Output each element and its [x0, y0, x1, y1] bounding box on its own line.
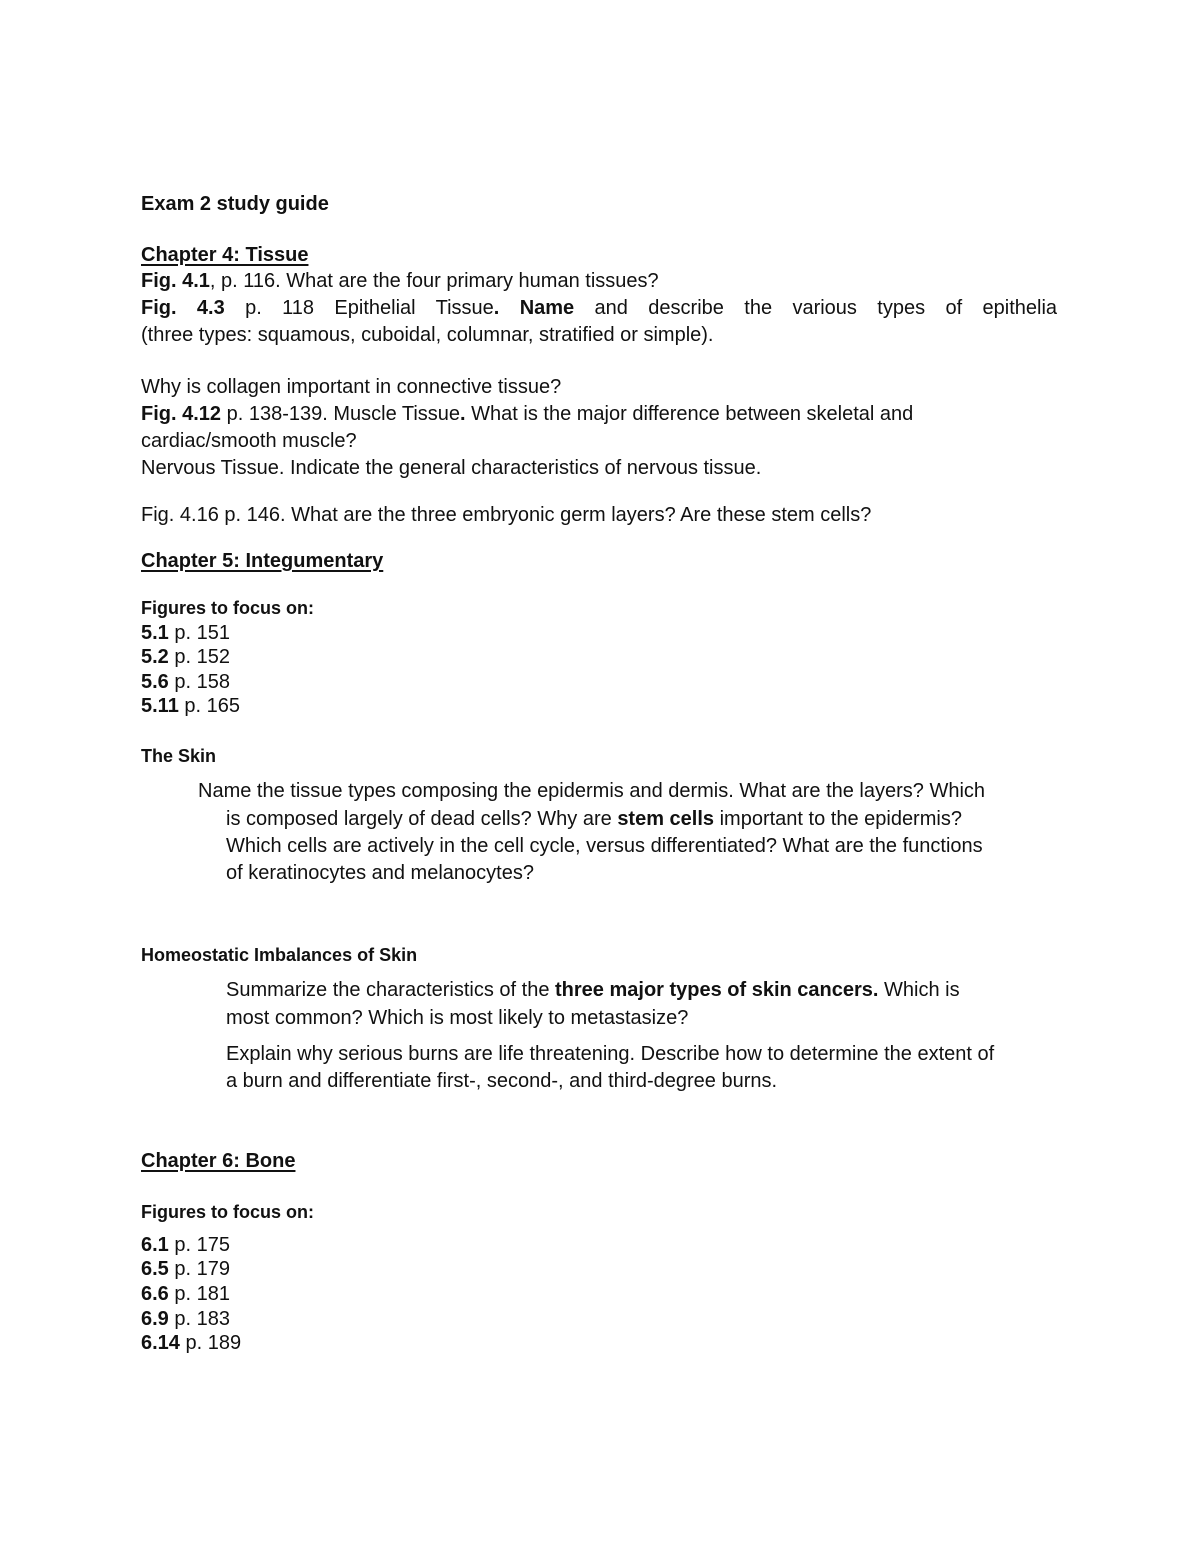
ch4-line-fig-4-12	[141, 401, 913, 427]
line-text: What is the major difference between skeletal and	[465, 403, 914, 425]
period: .	[493, 297, 500, 319]
ch4-line-fig-4-16: Fig. 4.16 p. 146. What are the three embryonic germ layers? Are these stem cells?	[141, 504, 872, 526]
figure-number: 5.1	[141, 622, 169, 644]
line-text: p. 138-139. Muscle Tissue	[221, 403, 461, 425]
page-title: Exam 2 study guide	[141, 193, 329, 215]
period: .	[460, 403, 466, 425]
ch5-figure-item	[141, 693, 240, 719]
skin-line-4: of keratinocytes and melanocytes?	[226, 862, 534, 884]
line-text: , p. 116. What are the four primary human tissues?	[209, 270, 659, 292]
line-text: p. 118 Epithelial Tissue	[224, 297, 494, 319]
ch6-figure-item	[141, 1306, 230, 1332]
figure-page: p. 179	[168, 1258, 230, 1280]
ch4-line-nervous: Nervous Tissue. Indicate the general characteristics of nervous tissue.	[141, 457, 762, 479]
figure-page: p. 151	[168, 622, 230, 644]
figure-number: 5.11	[141, 695, 179, 717]
skin-line-2	[226, 806, 962, 832]
emphasis-skin-cancers: three major types of skin cancers.	[555, 979, 879, 1001]
ch4-line-fig-4-3	[141, 295, 1057, 321]
figure-page: p. 181	[168, 1283, 230, 1305]
chapter-4-heading: Chapter 4: Tissue	[141, 244, 309, 266]
emphasis-name: Name	[499, 297, 575, 319]
the-skin-heading: The Skin	[141, 746, 217, 766]
ch4-line-fig-4-1	[141, 268, 659, 294]
line-text: and describe the various types of epithelia	[574, 297, 1058, 319]
figure-page: p. 175	[168, 1234, 230, 1256]
fig-ref: Fig. 4.12	[141, 403, 222, 425]
figure-page: p. 165	[178, 695, 240, 717]
line-text: is composed largely of dead cells? Why are	[226, 808, 618, 830]
figure-number: 6.1	[141, 1234, 169, 1256]
ch6-figures-label: Figures to focus on:	[141, 1202, 314, 1222]
fig-ref: Fig. 4.1	[141, 270, 210, 292]
imbalance-line-2: most common? Which is most likely to metastasize?	[226, 1007, 689, 1029]
line-text: Which is	[878, 979, 960, 1001]
ch4-line-collagen: Why is collagen important in connective tissue?	[141, 376, 562, 398]
fig-ref: Fig. 4.3	[141, 297, 225, 319]
figure-page: p. 183	[168, 1308, 230, 1330]
imbalance-line-1	[226, 977, 960, 1003]
ch5-figure-item	[141, 644, 230, 670]
figure-page: p. 152	[168, 646, 230, 668]
figure-number: 6.14	[141, 1332, 180, 1354]
ch4-line-cardiac: cardiac/smooth muscle?	[141, 430, 357, 452]
ch5-figures-label: Figures to focus on:	[141, 598, 314, 618]
emphasis-stem-cells: stem cells	[617, 808, 715, 830]
ch6-figure-item	[141, 1281, 230, 1307]
skin-line-3: Which cells are actively in the cell cycle, versus differentiated? What are the functions	[226, 835, 983, 857]
line-text: important to the epidermis?	[714, 808, 962, 830]
ch5-figure-item	[141, 669, 230, 695]
figure-number: 6.5	[141, 1258, 169, 1280]
ch6-figure-item	[141, 1330, 241, 1356]
figure-page: p. 189	[179, 1332, 242, 1354]
ch4-line-epithelia-types: (three types: squamous, cuboidal, columnar, stratified or simple).	[141, 324, 714, 346]
chapter-6-heading: Chapter 6: Bone	[141, 1150, 296, 1172]
figure-number: 6.6	[141, 1283, 169, 1305]
chapter-5-heading: Chapter 5: Integumentary	[141, 550, 384, 572]
figure-number: 5.6	[141, 671, 169, 693]
ch5-figure-item	[141, 620, 230, 646]
ch6-figure-item	[141, 1256, 230, 1282]
skin-line-1: Name the tissue types composing the epidermis and dermis. What are the layers? Which	[198, 780, 986, 802]
figure-page: p. 158	[168, 671, 230, 693]
imbalance-line-3: Explain why serious burns are life threatening. Describe how to determine the extent of	[226, 1043, 995, 1065]
imbalances-heading: Homeostatic Imbalances of Skin	[141, 945, 418, 965]
ch6-figure-item	[141, 1232, 230, 1258]
figure-number: 5.2	[141, 646, 169, 668]
imbalance-line-4: a burn and differentiate first-, second-, and third-degree burns.	[226, 1070, 778, 1092]
line-text: Summarize the characteristics of the	[226, 979, 556, 1001]
figure-number: 6.9	[141, 1308, 169, 1330]
